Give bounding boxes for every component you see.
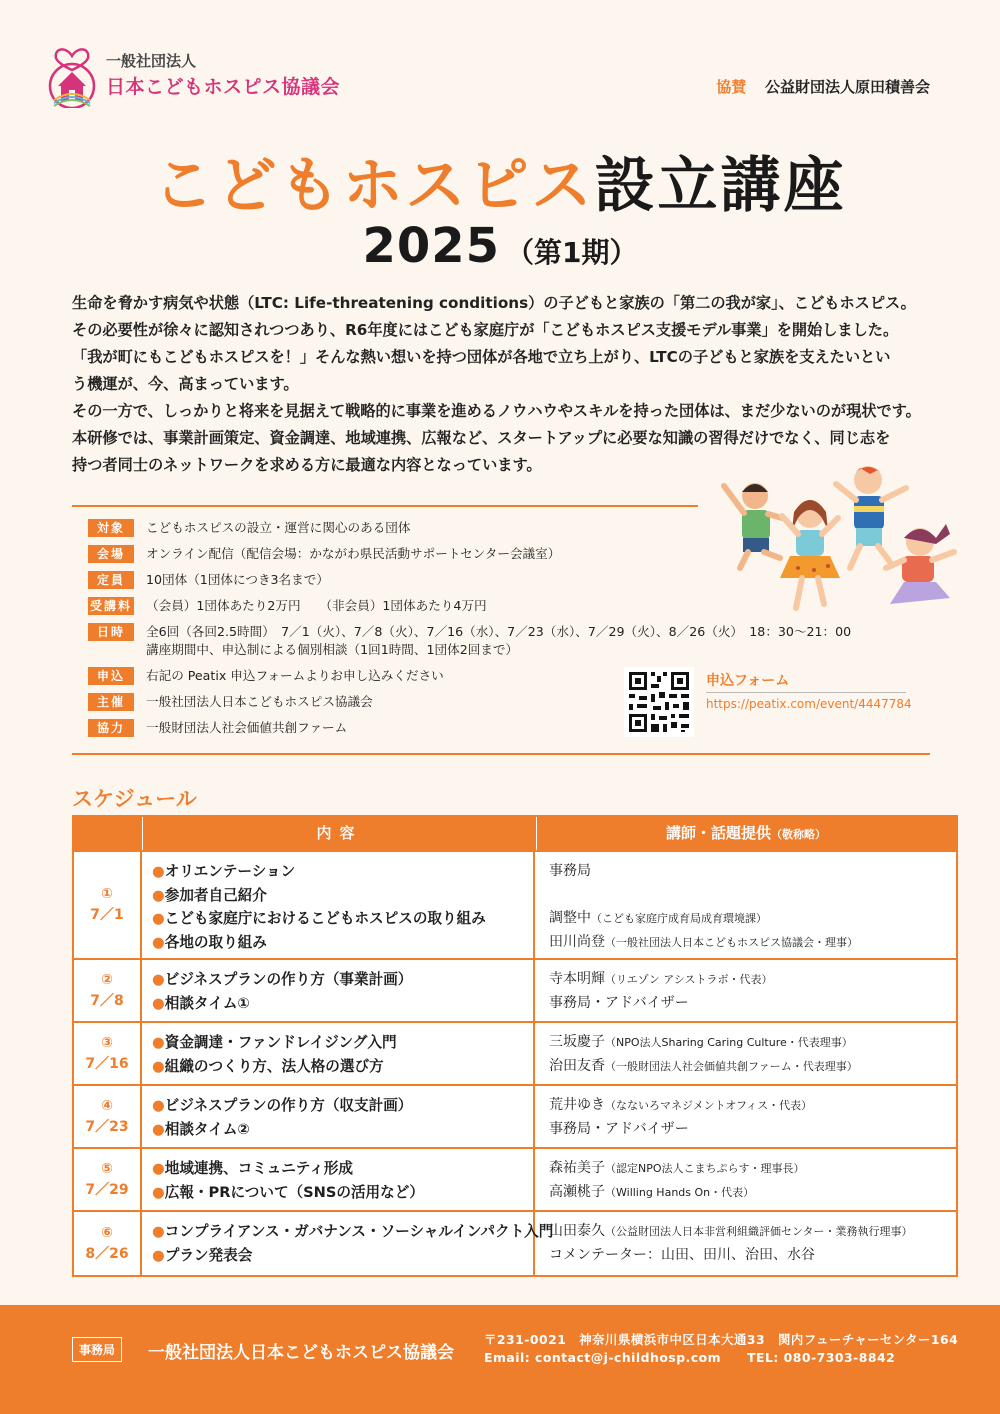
speaker-name: 森祐美子 <box>549 1160 605 1176</box>
info-row-cooperation <box>88 719 347 737</box>
session-number <box>74 1149 142 1210</box>
title-black: 設立講座 <box>594 151 847 221</box>
session-date: 7／23 <box>85 1118 129 1135</box>
topic-label: 各地の取り組み <box>164 933 267 951</box>
session-date: 7／16 <box>85 1055 129 1072</box>
session-topics <box>142 1023 535 1084</box>
session-topics <box>142 1212 554 1275</box>
speaker-affiliation: （Willing Hands On・代表） <box>605 1185 755 1199</box>
speaker-item <box>549 860 956 884</box>
session-number <box>74 1086 142 1147</box>
speaker-item <box>549 1118 956 1142</box>
schedule-table <box>72 815 958 1277</box>
session-date: 7／29 <box>85 1181 129 1198</box>
info-label: 定員 <box>88 571 134 589</box>
session-topics <box>142 960 535 1021</box>
speaker-name: 事務局・アドバイザー <box>549 994 689 1011</box>
table-row <box>74 1021 956 1084</box>
speaker-item <box>549 1055 956 1079</box>
info-value: 全6回（各回2.5時間） 7／1（火）、7／8（火）、7／16（水）、7／23（水）、7／29（火）、8／26（火） 18：30〜21：00 <box>146 624 852 639</box>
speaker-item <box>549 1220 956 1244</box>
info-row-capacity <box>88 571 329 589</box>
topic-item: ●相談タイム② <box>152 1120 250 1138</box>
topic-label: こども家庭庁におけるこどもホスピスの取り組み <box>164 910 486 927</box>
session-index: ⑥ <box>101 1224 113 1241</box>
title-orange: こどもホスピス <box>153 151 595 221</box>
info-row-fee <box>88 597 487 615</box>
topic-label: プラン発表会 <box>164 1246 253 1264</box>
footer-email[interactable]: Email: contact@j-childhosp.com <box>484 1350 722 1365</box>
session-date: 8／26 <box>85 1245 129 1262</box>
speaker-affiliation: （認定NPO法人こまちぷらす・理事長） <box>605 1162 805 1175</box>
session-speakers <box>537 1086 956 1147</box>
speaker-item <box>549 907 956 931</box>
speaker-item <box>549 992 956 1016</box>
topic-item: ●オリエンテーション <box>152 863 296 880</box>
session-speakers <box>537 1023 956 1084</box>
sponsor <box>716 76 930 97</box>
col-header-speaker-label: 講師・話題提供 <box>665 824 771 842</box>
divider <box>72 753 930 755</box>
speaker-name: 田川尚登 <box>549 933 605 950</box>
speaker-affiliation: （一般財団法人社会価値共創ファーム・代表理事） <box>605 1059 858 1073</box>
topic-label: ビジネスプランの作り方（収支計画） <box>164 1097 413 1114</box>
footer-tag: 事務局 <box>72 1337 122 1362</box>
sponsor-name: 公益財団法人原田積善会 <box>764 78 930 96</box>
intro-line: う機運が、今、高まっています。 <box>72 375 299 393</box>
speaker-spacer <box>549 884 956 908</box>
info-row-target <box>88 519 410 537</box>
session-speakers <box>537 960 956 1021</box>
speaker-name: 高瀬桃子 <box>549 1183 605 1200</box>
footer-address: 〒231-0021 神奈川県横浜市中区日本大通33 関内フューチャーセンター164 <box>484 1332 959 1347</box>
session-speakers <box>537 1149 956 1210</box>
footer <box>0 1305 1000 1414</box>
session-number <box>74 1023 142 1084</box>
info-value: こどもホスピスの設立・運営に関心のある団体 <box>146 520 411 535</box>
topic-item: ●広報・PRについて（SNSの活用など） <box>152 1183 424 1201</box>
speaker-affiliation: （こども家庭庁成育局成育環境課） <box>591 912 767 925</box>
info-value: （会員）1団体あたり2万円 （非会員）1団体あたり4万円 <box>146 598 487 613</box>
info-value: 一般社団法人日本こどもホスピス協議会 <box>146 694 373 709</box>
speaker-name: 三坂慶子 <box>549 1034 605 1050</box>
intro-line: 持つ者同士のネットワークを求める方に最適な内容となっています。 <box>72 456 542 474</box>
table-row <box>74 1210 956 1275</box>
speaker-name: コメンテーター：山田、田川、治田、水谷 <box>549 1246 815 1263</box>
speaker-name: 荒井ゆき <box>549 1097 605 1113</box>
session-number <box>74 1212 142 1275</box>
intro-line: 生命を脅かす病気や状態（LTC: Life-threatening conditions）の子どもと家族の「第二の我が家」、こどもホスピス。 <box>72 294 916 312</box>
info-label: 主催 <box>88 693 134 711</box>
info-label: 協力 <box>88 719 134 737</box>
speaker-name: 寺本明輝 <box>549 971 605 987</box>
page-title <box>0 138 1000 224</box>
speaker-item <box>549 968 956 992</box>
topic-label: 地域連携、コミュニティ形成 <box>164 1160 353 1177</box>
speaker-affiliation: （NPO法人Sharing Caring Culture・代表理事） <box>605 1036 853 1049</box>
speaker-affiliation: （公益財団法人日本非営利組織評価センター・業務執行理事） <box>605 1225 913 1238</box>
info-label: 受講料 <box>89 599 132 613</box>
topic-item: ●地域連携、コミュニティ形成 <box>152 1160 353 1177</box>
speaker-item <box>549 1181 956 1205</box>
info-row-venue <box>88 545 560 563</box>
info-label: 対象 <box>88 519 134 537</box>
speaker-affiliation: （一般社団法人日本こどもホスピス協議会・理事） <box>605 935 858 949</box>
session-speakers <box>537 852 956 958</box>
schedule-title: スケジュール <box>72 787 197 811</box>
info-value-note: 講座期間中、申込制による個別相談（1回1時間、1団体2回まで） <box>146 642 519 657</box>
info-row-organizer <box>88 693 373 711</box>
session-speakers <box>537 1212 956 1275</box>
topic-item: ●相談タイム① <box>152 994 250 1012</box>
org-logo <box>46 42 366 112</box>
table-row <box>74 958 956 1021</box>
footer-org: 一般社団法人日本こどもホスピス協議会 <box>148 1343 454 1363</box>
info-value: 一般財団法人社会価値共創ファーム <box>146 720 348 735</box>
info-label: 申込 <box>88 667 134 685</box>
footer-tel[interactable]: TEL: 080-7303-8842 <box>747 1350 896 1365</box>
info-value: 右記の Peatix 申込フォームよりお申し込みください <box>146 668 444 683</box>
session-index: ③ <box>101 1034 113 1051</box>
heart-house-logo-icon <box>46 42 98 108</box>
topic-label: 参加者自己紹介 <box>164 886 267 904</box>
col-header-speaker-note: （敬称略） <box>771 828 826 841</box>
form-label: 申込フォーム <box>706 673 790 689</box>
qr-code-icon[interactable] <box>624 667 694 737</box>
speaker-name: 山田泰久 <box>549 1223 605 1239</box>
speaker-affiliation: （なないろマネジメントオフィス・代表） <box>605 1099 813 1112</box>
sponsor-label: 協賛 <box>716 78 747 96</box>
topic-item: ●コンプライアンス・ガバナンス・ソーシャルインパクト入門 <box>152 1223 554 1240</box>
session-date: 7／8 <box>90 992 124 1009</box>
table-row <box>74 1147 956 1210</box>
topic-item: ●ビジネスプランの作り方（収支計画） <box>152 1097 413 1114</box>
footer-contact <box>484 1350 895 1365</box>
form-url-link[interactable]: https://peatix.com/event/4447784 <box>706 697 912 711</box>
info-value: 10団体（1団体につき3名まで） <box>146 572 329 587</box>
session-index: ② <box>101 971 113 988</box>
year-heading <box>0 218 1000 274</box>
topic-item: ●こども家庭庁におけるこどもホスピスの取り組み <box>152 910 486 927</box>
col-header-speaker <box>536 817 956 850</box>
speaker-name: 調整中 <box>549 910 591 926</box>
topic-label: 相談タイム① <box>164 994 250 1012</box>
info-row-apply <box>88 667 444 685</box>
intro-text <box>72 290 942 479</box>
speaker-affiliation: （リエゾン アシストラボ・代表） <box>605 973 773 986</box>
speaker-name: 治田友香 <box>549 1057 605 1074</box>
session-index: ④ <box>101 1097 113 1114</box>
speaker-item <box>549 1031 956 1055</box>
topic-label: 資金調達・ファンドレイジング入門 <box>164 1034 397 1051</box>
session-topics <box>142 1086 535 1147</box>
speaker-item <box>549 1244 956 1268</box>
topic-label: 広報・PRについて（SNSの活用など） <box>164 1183 424 1201</box>
intro-line: 本研修では、事業計画策定、資金調達、地域連携、広報など、スタートアップに必要な知識の習得だけでなく、同じ志を <box>72 429 891 447</box>
topic-item: ●組織のつくり方、法人格の選び方 <box>152 1057 384 1075</box>
session-index: ① <box>101 886 113 902</box>
topic-item: ●各地の取り組み <box>152 933 267 951</box>
session-number <box>74 960 142 1021</box>
topic-label: ビジネスプランの作り方（事業計画） <box>164 971 413 988</box>
info-label: 日時 <box>88 623 134 641</box>
speaker-item <box>549 1094 956 1118</box>
topic-item: ●ビジネスプランの作り方（事業計画） <box>152 971 413 988</box>
intro-line: その一方で、しっかりと将来を見据えて戦略的に事業を進めるノウハウやスキルを持った団体は、まだ少ないのが現状です。 <box>72 402 921 420</box>
intro-line: その必要性が徐々に認知されつつあり、R6年度にはこども家庭庁が「こどもホスピス支援モデル事業」を開始しました。 <box>72 321 899 339</box>
speaker-item <box>549 931 956 955</box>
table-row <box>74 1084 956 1147</box>
org-name: 日本こどもホスピス協議会 <box>106 76 341 98</box>
intro-line: 「我が町にもこどもホスピスを！」そんな熱い想いを持つ団体が各地で立ち上がり、LTCの子どもと家族を支えたいとい <box>72 348 891 366</box>
form-divider <box>706 692 906 693</box>
info-label: 会場 <box>88 545 134 563</box>
jumping-kids-illustration <box>710 458 960 618</box>
session-index: ⑤ <box>101 1160 113 1177</box>
topic-label: コンプライアンス・ガバナンス・ソーシャルインパクト入門 <box>164 1223 554 1240</box>
org-subtitle: 一般社団法人 <box>106 52 197 70</box>
topic-item: ●資金調達・ファンドレイジング入門 <box>152 1034 397 1051</box>
topic-label: 組織のつくり方、法人格の選び方 <box>164 1057 384 1075</box>
topic-label: 相談タイム② <box>164 1120 250 1138</box>
session-topics <box>142 1149 535 1210</box>
info-value: オンライン配信（配信会場：かながわ県民活動サポートセンター会議室） <box>146 546 561 561</box>
topic-label: オリエンテーション <box>164 863 296 880</box>
topic-item: ●参加者自己紹介 <box>152 886 267 904</box>
col-header-content: 内容 <box>142 817 537 850</box>
topic-item: ●プラン発表会 <box>152 1246 253 1264</box>
table-row <box>74 850 956 958</box>
table-header <box>74 817 956 850</box>
session-date: 7／1 <box>90 907 124 923</box>
speaker-item <box>549 1157 956 1181</box>
info-row-datetime <box>88 623 851 659</box>
divider <box>72 505 698 507</box>
term-label: （第1期） <box>506 236 638 269</box>
session-number <box>74 852 142 958</box>
year-number: 2025 <box>362 218 501 274</box>
speaker-name: 事務局 <box>549 863 591 879</box>
speaker-name: 事務局・アドバイザー <box>549 1120 689 1137</box>
session-topics <box>142 852 535 958</box>
